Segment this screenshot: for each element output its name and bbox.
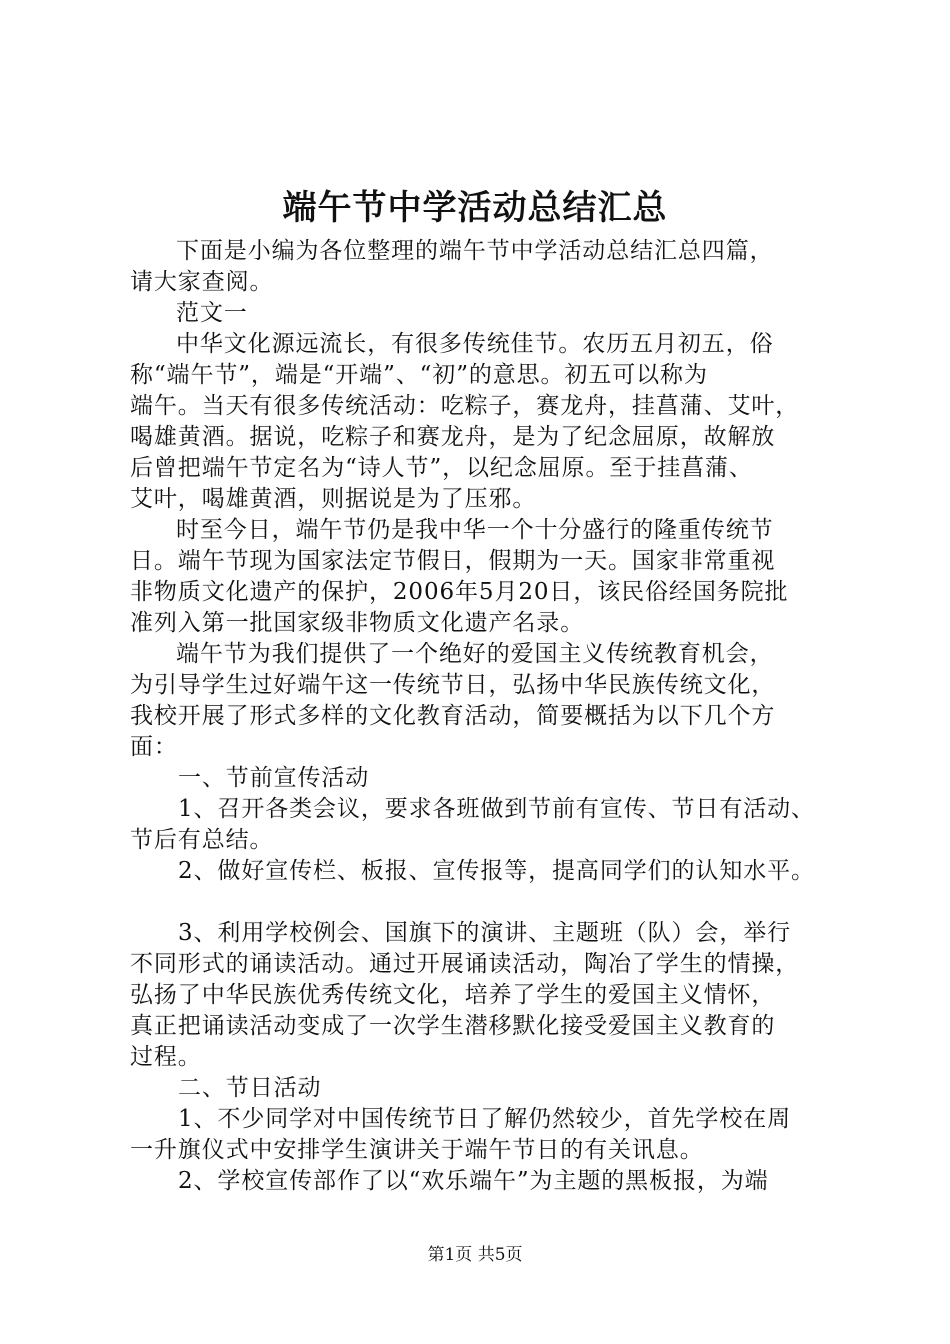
paragraph-line: 我校开展了形式多样的文化教育活动，简要概括为以下几个方 [130, 703, 776, 729]
paragraph-line: 面： [130, 734, 178, 760]
blank-line [130, 887, 840, 918]
list-item-continuation: 节后有总结。 [130, 827, 274, 853]
list-item: 2、做好宣传栏、板报、宣传报等，提高同学们的认知水平。 [178, 858, 815, 884]
paragraph-line: 中华文化源远流长，有很多传统佳节。农历五月初五，俗 [176, 331, 774, 357]
paragraph-line: 喝雄黄酒。据说，吃粽子和赛龙舟，是为了纪念屈原，故解放 [130, 424, 776, 450]
paragraph-line: 后曾把端午节定名为“诗人节”，以纪念屈原。至于挂菖蒲、 [130, 455, 753, 481]
document-body [130, 236, 840, 1197]
list-item-continuation: 不同形式的诵读活动。通过开展诵读活动，陶冶了学生的情操， [130, 951, 800, 977]
list-item-continuation: 弘扬了中华民族优秀传统文化，培养了学生的爱国主义情怀， [130, 982, 776, 1008]
list-item: 1、召开各类会议，要求各班做到节前有宣传、节日有活动、 [178, 796, 815, 822]
paragraph-line: 准列入第一批国家级非物质文化遗产名录。 [130, 610, 585, 636]
document-title: 端午节中学活动总结汇总 [282, 188, 668, 228]
list-item-continuation: 过程。 [130, 1044, 202, 1070]
section-heading: 一、节前宣传活动 [178, 765, 370, 791]
section-heading: 范文一 [176, 300, 248, 326]
paragraph-line: 请大家查阅。 [130, 269, 274, 295]
paragraph-line: 为引导学生过好端午这一传统节日，弘扬中华民族传统文化， [130, 672, 776, 698]
paragraph-line: 下面是小编为各位整理的端午节中学活动总结汇总四篇， [176, 238, 774, 264]
list-item-continuation: 真正把诵读活动变成了一次学生潜移默化接受爱国主义教育的 [130, 1013, 776, 1039]
page-footer: 第1页 共5页 [427, 1245, 523, 1265]
list-item: 1、不少同学对中国传统节日了解仍然较少，首先学校在周 [178, 1106, 792, 1132]
paragraph-line: 时至今日，端午节仍是我中华一个十分盛行的隆重传统节 [176, 517, 774, 543]
paragraph-line: 艾叶，喝雄黄酒，则据说是为了压邪。 [130, 486, 537, 512]
paragraph-line: 称“端午节”，端是“开端”、“初”的意思。初五可以称为 [130, 362, 708, 388]
list-item-continuation: 一升旗仪式中安排学生演讲关于端午节日的有关讯息。 [130, 1137, 704, 1163]
paragraph-line: 日。端午节现为国家法定节假日，假期为一天。国家非常重视 [130, 548, 776, 574]
list-item: 2、学校宣传部作了以“欢乐端午”为主题的黑板报，为端 [178, 1168, 769, 1194]
paragraph-line: 端午。当天有很多传统活动：吃粽子，赛龙舟，挂菖蒲、艾叶， [130, 393, 800, 419]
paragraph-line: 非物质文化遗产的保护，2006年5月20日，该民俗经国务院批 [130, 579, 789, 605]
paragraph-line: 端午节为我们提供了一个绝好的爱国主义传统教育机会， [176, 641, 774, 667]
list-item: 3、利用学校例会、国旗下的演讲、主题班（队）会，举行 [178, 920, 792, 946]
section-heading: 二、节日活动 [178, 1075, 322, 1101]
